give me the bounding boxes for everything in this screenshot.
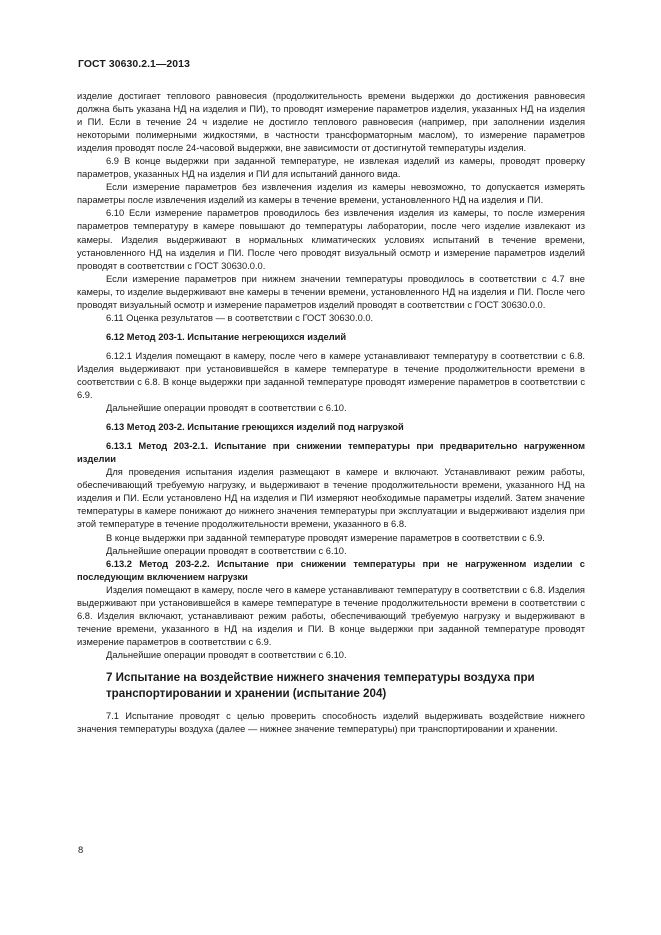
paragraph: Для проведения испытания изделия размещают в камере и включают. Устанавливают режим работы, обеспечивающий требуемую нагрузку, и выдерживают в течение продолжительности времени, указанного НД на изделия и ПИ. Если установлено НД на изделия и ПИ измеряют необходимые параметры изделий. Затем значение температуры в камере понижают до нижнего значения температуры при эксплуатации и выдерживают изделия при этой температуре в течение продолжительности времени, указанного в 6.8. <box>77 467 585 530</box>
document-header: ГОСТ 30630.2.1—2013 <box>78 59 190 70</box>
clause-6-10: 6.10 Если измерение параметров проводилось без извлечения изделия из камеры, то после измерения параметров температуру в камере повышают до температуры лаборатории, после чего изделие извлекают из камеры. Изделия выдерживают в нормальных климатических условиях испытаний в течение времени, установленного НД на изделия и ПИ. После чего проводят визуальный осмотр и измерение параметров изделий проводят в соответствии с ГОСТ 30630.0.0. <box>77 208 585 271</box>
paragraph: В конце выдержки при заданной температуре проводят измерение параметров в соответствии с 6.9. <box>106 532 545 543</box>
document-body <box>77 90 585 736</box>
paragraph: Дальнейшие операции проводят в соответствии с 6.10. <box>106 545 347 556</box>
clause-7-1: 7.1 Испытание проводят с целью проверить способность изделий выдерживать воздействие нижнего значения температуры воздуха (далее — нижнее значение температуры) при транспортировании и хранении. <box>77 710 585 735</box>
paragraph: Изделия помещают в камеру, после чего в камере устанавливают температуру в соответствии с 6.8. Изделия выдерживают при установившейся в камере температуре в течение продолжительности времени в соответствии с 6.8. Изделия включают, устанавливают режим работы, обеспечивающий требуемую нагрузку и выдерживают в течение времени, указанного в НД на изделия и ПИ. В конце выдержки при заданной температуре проводят измерение параметров в соответствии с 6.9. <box>77 584 585 647</box>
page-number: 8 <box>78 844 84 855</box>
paragraph: Дальнейшие операции проводят в соответствии с 6.10. <box>106 649 347 660</box>
heading-6-13: 6.13 Метод 203-2. Испытание греющихся изделий под нагрузкой <box>106 422 404 433</box>
clause-6-11: 6.11 Оценка результатов — в соответствии с ГОСТ 30630.0.0. <box>106 312 374 323</box>
heading-6-13-1: 6.13.1 Метод 203-2.1. Испытание при снижении температуры при предварительно нагруженном изделии <box>77 441 585 465</box>
heading-6-12: 6.12 Метод 203-1. Испытание негреющихся изделий <box>106 331 347 342</box>
clause-6-9: 6.9 В конце выдержки при заданной температуре, не извлекая изделий из камеры, проводят проверку параметров, указанных НД на изделия и ПИ для испытаний данного вида. <box>77 156 585 180</box>
clause-6-12-1: 6.12.1 Изделия помещают в камеру, после чего в камере устанавливают температуру в соответствии с 6.8. Изделия выдерживают при установившейся в камере температуре в течение продолжительности времени в соответствии с 6.8. В конце выдержки при заданной температуре проводят измерение параметров в соответствии с 6.9. <box>77 350 585 401</box>
section-7-heading: 7 Испытание на воздействие нижнего значения температуры воздуха при транспортировании и хранении (испытание 204) <box>106 670 535 700</box>
heading-6-13-2: 6.13.2 Метод 203-2.2. Испытание при снижении температуры при не нагруженном изделии с последующим включением нагрузки <box>77 558 585 582</box>
paragraph: Дальнейшие операции проводят в соответствии с 6.10. <box>106 403 347 414</box>
paragraph-continued: изделие достигает теплового равновесия (продолжительность времени выдержки до достижения равновесия должна быть указана НД на изделия и ПИ), то проводят измерение параметров изделия, указанных НД на изделия и ПИ. Если в течение 24 ч изделие не достигло теплового равновесия (например, при заполнении изделия некоторыми полимерными жидкостями, в частности трансформаторным маслом), то измерение параметров изделия проводят после 24-часовой выдержки, вне зависимости от достигнутой температуры изделия. <box>77 91 585 154</box>
paragraph: Если измерение параметров без извлечения изделия из камеры невозможно, то допускается измерять параметры после извлечения изделий из камеры в течение времени, установленного НД на изделия и ПИ. <box>77 182 585 206</box>
paragraph: Если измерение параметров при нижнем значении температуры проводилось в соответствии с 4.7 вне камеры, то изделие выдерживают вне камеры в течении времени, установленного НД на изделия и ПИ. После чего проводят визуальный осмотр и измерение параметров изделий проводят в соответствии с ГОСТ 30630.0.0. <box>77 273 585 310</box>
